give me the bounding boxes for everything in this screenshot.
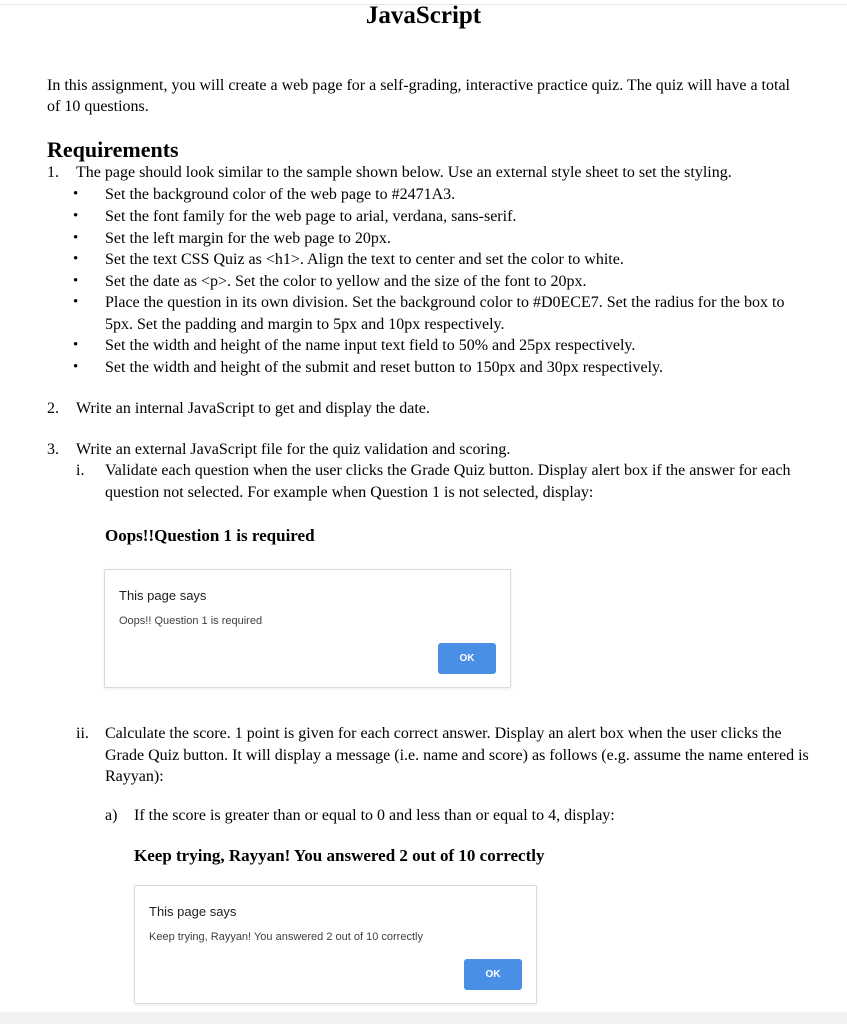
item-3-number: 3. bbox=[47, 441, 59, 458]
sub-ii-label: ii. bbox=[76, 725, 89, 742]
requirements-heading: Requirements bbox=[47, 137, 179, 162]
item-1-text: The page should look similar to the sample shown below. Use an external style sheet to set the styling. bbox=[76, 164, 732, 181]
bullet-item: Set the width and height of the name input text field to 50% and 25px respectively. bbox=[105, 337, 636, 354]
bullet-item: Set the font family for the web page to arial, verdana, sans-serif. bbox=[105, 208, 517, 225]
bullet-icon: • bbox=[73, 251, 79, 267]
bullet-icon: • bbox=[73, 294, 79, 310]
page-title: JavaScript bbox=[365, 2, 482, 29]
item-3-text: Write an external JavaScript file for the quiz validation and scoring. bbox=[76, 441, 511, 458]
bullet-item: Set the text CSS Quiz as <h1>. Align the text to center and set the color to white. bbox=[105, 251, 624, 268]
sub-i-label: i. bbox=[76, 462, 85, 479]
ok-button[interactable]: OK bbox=[438, 643, 496, 674]
bullet-icon: • bbox=[73, 230, 79, 246]
alert-dialog-2 bbox=[134, 885, 537, 1004]
bullet-item: Set the width and height of the submit and reset button to 150px and 30px respectively. bbox=[105, 359, 663, 376]
item-2-number: 2. bbox=[47, 400, 59, 417]
example-message-2: Keep trying, Rayyan! You answered 2 out of 10 correctly bbox=[134, 846, 545, 865]
dialog-message: Keep trying, Rayyan! You answered 2 out of 10 correctly bbox=[149, 931, 423, 943]
ok-button[interactable]: OK bbox=[464, 959, 522, 990]
bullet-item: Set the left margin for the web page to 20px. bbox=[105, 230, 391, 247]
bullet-icon: • bbox=[73, 273, 79, 289]
dialog-title: This page says bbox=[149, 904, 237, 919]
bullet-item: Set the background color of the web page to #2471A3. bbox=[105, 186, 456, 203]
sub-a-label: a) bbox=[105, 807, 118, 824]
sub-i-text: Validate each question when the user clicks the Grade Quiz button. Display alert box if the answer for each question not selected. For example when Question 1 is not selected, display: bbox=[105, 462, 791, 501]
sub-a-text: If the score is greater than or equal to 0 and less than or equal to 4, display: bbox=[134, 807, 615, 824]
item-2-text: Write an internal JavaScript to get and display the date. bbox=[76, 400, 430, 417]
bullet-icon: • bbox=[73, 359, 79, 375]
bullet-icon: • bbox=[73, 186, 79, 202]
bullet-item: Set the date as <p>. Set the color to yellow and the size of the font to 20px. bbox=[105, 273, 587, 290]
bullet-icon: • bbox=[73, 208, 79, 224]
item-1-number: 1. bbox=[47, 164, 59, 181]
page-bottom-edge bbox=[0, 1012, 847, 1024]
dialog-message: Oops!! Question 1 is required bbox=[119, 615, 263, 627]
alert-dialog-1 bbox=[104, 569, 511, 688]
bullet-item: Place the question in its own division. Set the background color to #D0ECE7. Set the radius for the box to 5px. Set the padding and margin to 5px and 10px respectively. bbox=[105, 294, 785, 333]
sub-ii-text: Calculate the score. 1 point is given for each correct answer. Display an alert box when the user clicks the Grade Quiz button. It will display a message (i.e. name and score) as follows (e.g. assume the name entered is Rayyan): bbox=[105, 725, 809, 785]
bullet-icon: • bbox=[73, 337, 79, 353]
example-message-1: Oops!!Question 1 is required bbox=[105, 526, 315, 545]
intro-paragraph: In this assignment, you will create a web page for a self-grading, interactive practice quiz. The quiz will have a total of 10 questions. bbox=[47, 77, 790, 115]
dialog-title: This page says bbox=[119, 588, 207, 603]
